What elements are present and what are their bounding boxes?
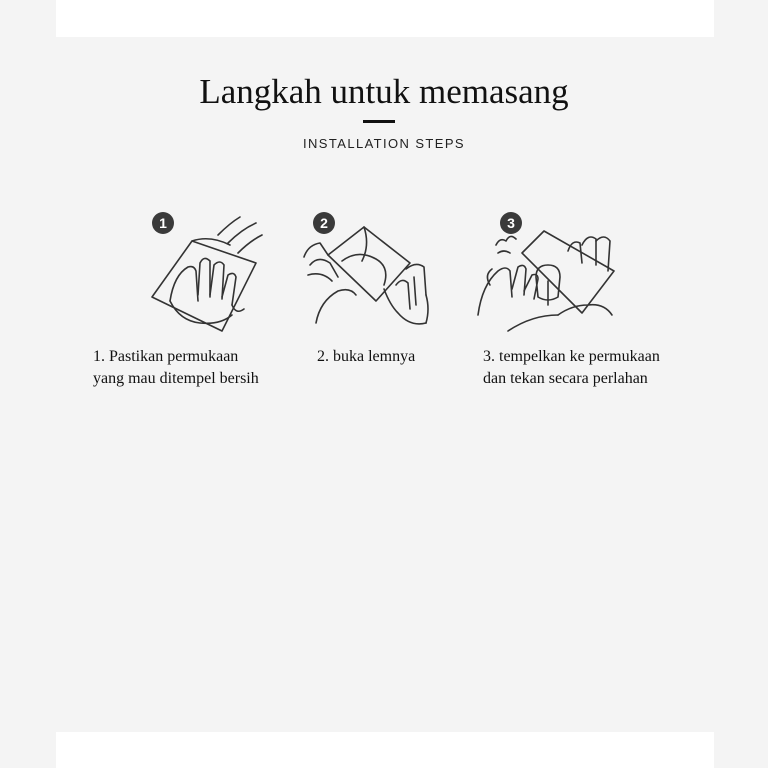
wipe-surface-icon xyxy=(140,205,290,340)
step-3-caption-line1: 3. tempelkan ke permukaan xyxy=(483,348,660,365)
step-3-badge: 3 xyxy=(500,212,522,234)
title-divider xyxy=(363,120,395,123)
step-1-caption xyxy=(93,346,259,390)
bottom-white-band xyxy=(56,732,714,768)
page-title: Langkah untuk memasang xyxy=(199,72,569,111)
top-white-band xyxy=(56,0,714,37)
step-3-caption xyxy=(483,346,660,390)
step-2-badge: 2 xyxy=(313,212,335,234)
peel-adhesive-icon xyxy=(298,205,448,340)
step-2-caption-line1: 2. buka lemnya xyxy=(317,348,416,365)
step-1-caption-line2: yang mau ditempel bersih xyxy=(93,370,259,387)
step-3-caption-line2: dan tekan secara perlahan xyxy=(483,370,648,387)
step-2-caption xyxy=(317,346,415,368)
press-hook-icon xyxy=(472,205,622,340)
step-1-badge: 1 xyxy=(152,212,174,234)
step-1-caption-line1: 1. Pastikan permukaan xyxy=(93,348,239,365)
page-subtitle: INSTALLATION STEPS xyxy=(303,136,465,151)
